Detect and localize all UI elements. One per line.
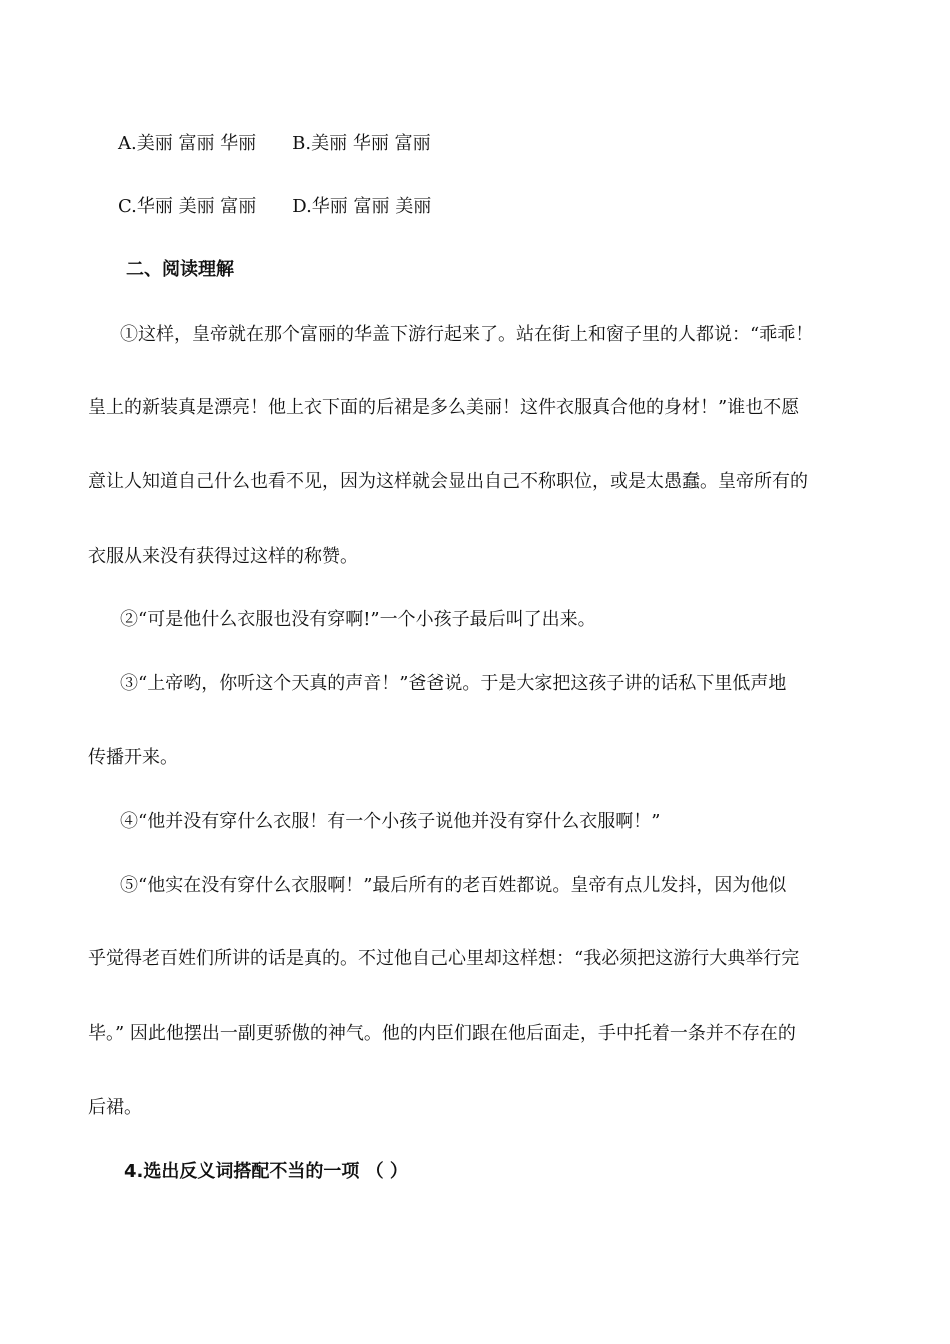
passage-line: 意让人知道自己什么也看不见，因为这样就会显出自己不称职位，或是太愚蠢。皇帝所有的	[88, 471, 808, 492]
section-title: 二、阅读理解	[126, 259, 234, 280]
passage-line: ③“上帝哟，你听这个天真的声音！”爸爸说。于是大家把这孩子讲的话私下里低声地	[120, 673, 787, 694]
passage-line: ④“他并没有穿什么衣服！有一个小孩子说他并没有穿什么衣服啊！”	[120, 811, 661, 832]
passage-line: 传播开来。	[88, 747, 178, 768]
passage-line: ②“可是他什么衣服也没有穿啊!”一个小孩子最后叫了出来。	[120, 609, 596, 630]
passage-line: 皇上的新装真是漂亮！他上衣下面的后裙是多么美丽！这件衣服真合他的身材！”谁也不愿	[88, 397, 800, 418]
passage-line: 毕。” 因此他摆出一副更骄傲的神气。他的内臣们跟在他后面走，手中托着一条并不存在的	[88, 1023, 796, 1044]
passage-line: 乎觉得老百姓们所讲的话是真的。不过他自己心里却这样想：“我必须把这游行大典举行完	[88, 948, 800, 969]
option-b: B.美丽 华丽 富丽	[292, 133, 431, 154]
passage-line: ①这样，皇帝就在那个富丽的华盖下游行起来了。站在街上和窗子里的人都说：“乖乖！	[120, 324, 814, 345]
option-row-2	[118, 195, 431, 219]
passage-line: 衣服从来没有获得过这样的称赞。	[88, 546, 358, 567]
passage-line: ⑤“他实在没有穿什么衣服啊！”最后所有的老百姓都说。皇帝有点儿发抖，因为他似	[120, 875, 787, 896]
option-a: A.美丽 富丽 华丽	[118, 133, 257, 154]
question-4: 4.选出反义词搭配不当的一项 （ ）	[124, 1161, 408, 1182]
passage-line: 后裙。	[88, 1097, 142, 1118]
option-c: C.华丽 美丽 富丽	[118, 196, 257, 217]
option-d: D.华丽 富丽 美丽	[292, 196, 432, 217]
option-row-1	[118, 132, 431, 156]
